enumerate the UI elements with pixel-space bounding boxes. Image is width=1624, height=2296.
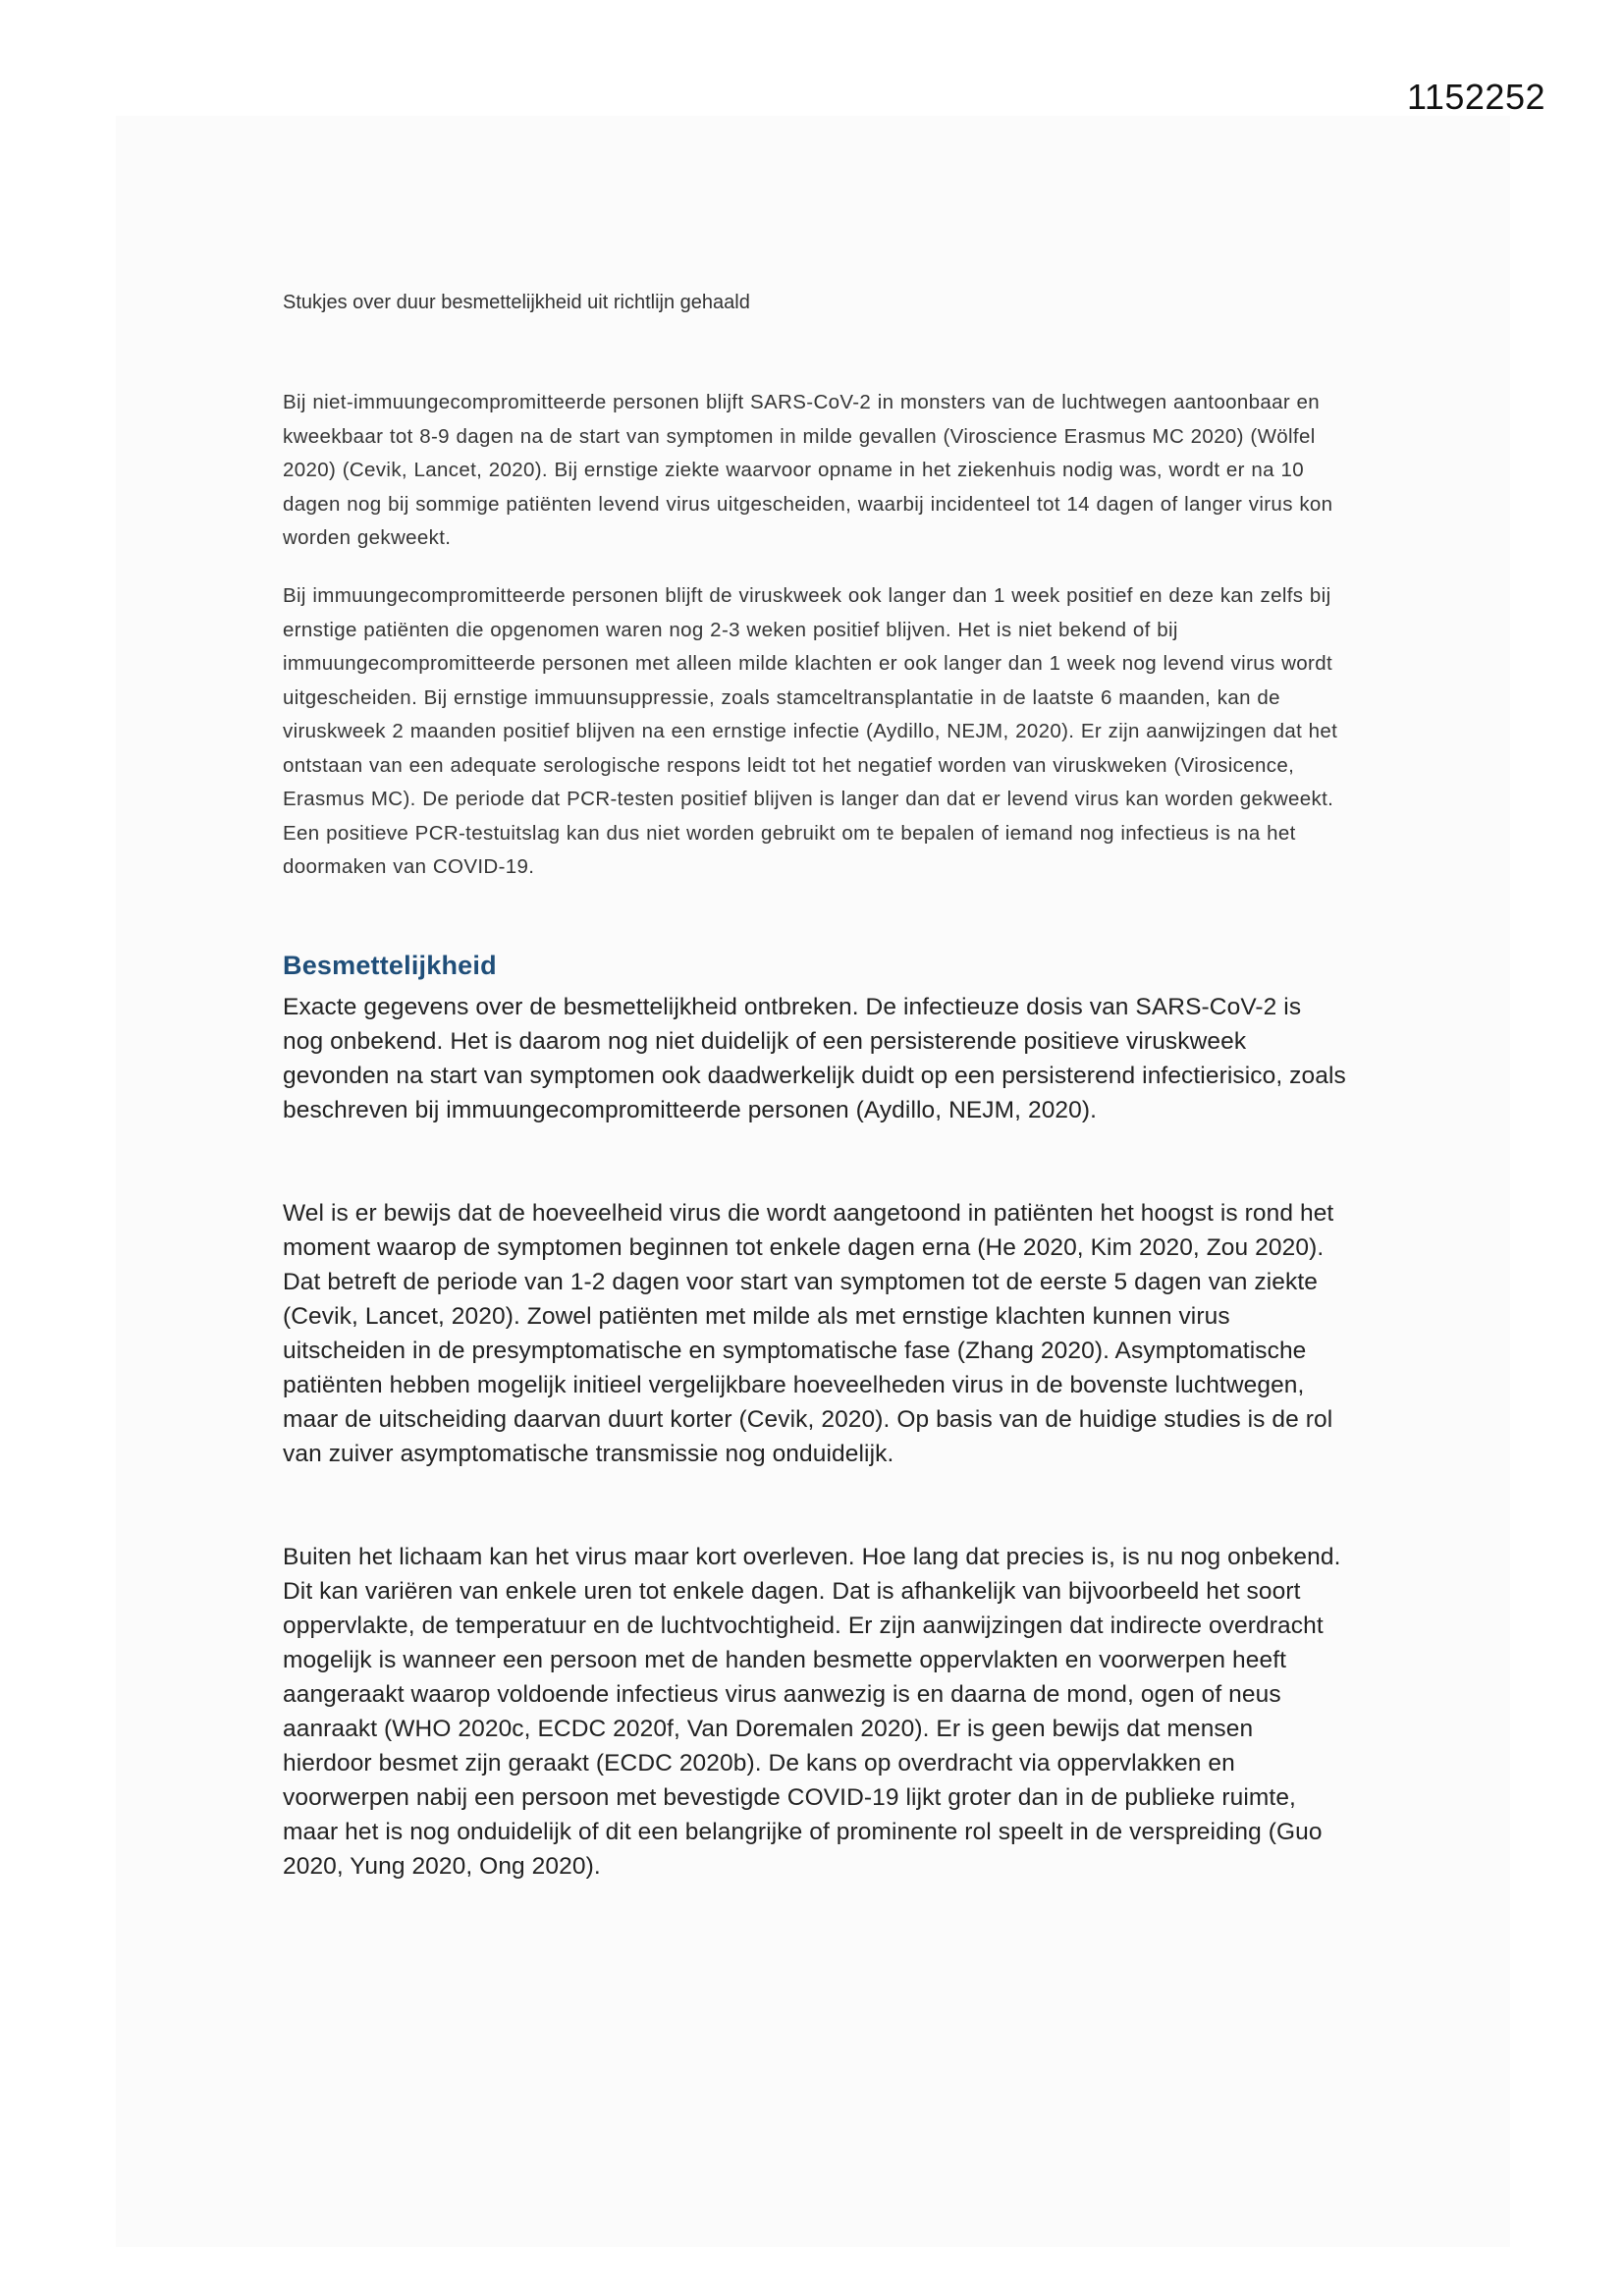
paragraph-infectious-dose: Exacte gegevens over de besmettelijkheid ontbreken. De infectieuze dosis van SARS-CoV-2 is nog onbekend. Het is daarom nog niet duidelijk of een persisterende positieve viruskweek gevonden na start van symptomen ook daadwerkelijk duidt op een persisterend infectierisico, zoals beschreven bij immuungecompromitteerde personen (Aydillo, NEJM, 2020). — [283, 994, 1346, 1123]
paragraph-viral-load: Wel is er bewijs dat de hoeveelheid virus die wordt aangetoond in patiënten het hoogst is rond het moment waarop de symptomen beginnen tot enkele dagen erna (He 2020, Kim 2020, Zou 2020). Dat betreft de periode van 1-2 dagen voor start van symptomen tot de eerste 5 dagen van ziekte (Cevik, Lancet, 2020). Zowel patiënten met milde als met ernstige klachten kunnen virus uitscheiden in de presymptomatische en symptomatische fase (Zhang 2020). Asymptomatische patiënten hebben mogelijk initieel vergelijkbare hoeveelheden virus in de bovenste luchtwegen, maar de uitscheiding daarvan duurt korter (Cevik, 2020). Op basis van de huidige studies is de rol van zuiver asymptomatische transmissie nog onduidelijk. — [283, 1200, 1334, 1467]
document-id-number: 1152252 — [1407, 77, 1545, 117]
section-heading-besmettelijkheid: Besmettelijkheid — [283, 951, 497, 980]
paragraph-immunocompetent: Bij niet-immuungecompromitteerde personen blijft SARS-CoV-2 in monsters van de luchtwegen aantoonbaar en kweekbaar tot 8-9 dagen na de start van symptomen in milde gevallen (Viroscience Erasmus MC 2020) (Wölfel 2020) (Cevik, Lancet, 2020). Bij ernstige ziekte waarvoor opname in het ziekenhuis nodig was, wordt er na 10 dagen nog bij sommige patiënten levend virus uitgescheiden, waarbij incidenteel tot 14 dagen of langer virus kon worden gekweekt. — [283, 391, 1333, 549]
paragraph-immunocompromised: Bij immuungecompromitteerde personen blijft de viruskweek ook langer dan 1 week positief en deze kan zelfs bij ernstige patiënten die opgenomen waren nog 2-3 weken positief blijven. Het is niet bekend of bij immuungecompromitteerde personen met alleen milde klachten er ook langer dan 1 week nog levend virus wordt uitgescheiden. Bij ernstige immuunsuppressie, zoals stamceltransplantatie in de laatste 6 maanden, kan de viruskweek 2 maanden positief blijven na een ernstige infectie (Aydillo, NEJM, 2020). Er zijn aanwijzingen dat het ontstaan van een adequate serologische respons leidt tot het negatief worden van viruskweken (Virosicence, Erasmus MC). De periode dat PCR-testen positief blijven is langer dan dat er levend virus kan worden gekweekt. Een positieve PCR-testuitslag kan dus niet worden gebruikt om te bepalen of iemand nog infectieus is na het doormaken van COVID-19. — [283, 584, 1338, 878]
intro-note: Stukjes over duur besmettelijkheid uit richtlijn gehaald — [283, 292, 750, 313]
paragraph-surface-survival: Buiten het lichaam kan het virus maar kort overleven. Hoe lang dat precies is, is nu nog onbekend. Dit kan variëren van enkele uren tot enkele dagen. Dat is afhankelijk van bijvoorbeeld het soort oppervlakte, de temperatuur en de luchtvochtigheid. Er zijn aanwijzingen dat indirecte overdracht mogelijk is wanneer een persoon met de handen besmette oppervlakten en voorwerpen heeft aangeraakt waarop voldoende infectieus virus aanwezig is en daarna de mond, ogen of neus aanraakt (WHO 2020c, ECDC 2020f, Van Doremalen 2020). Er is geen bewijs dat mensen hierdoor besmet zijn geraakt (ECDC 2020b). De kans op overdracht via oppervlakken en voorwerpen nabij een persoon met bevestigde COVID-19 lijkt groter dan in de publieke ruimte, maar het is nog onduidelijk of dit een belangrijke of prominente rol speelt in de verspreiding (Guo 2020, Yung 2020, Ong 2020). — [283, 1544, 1341, 1880]
